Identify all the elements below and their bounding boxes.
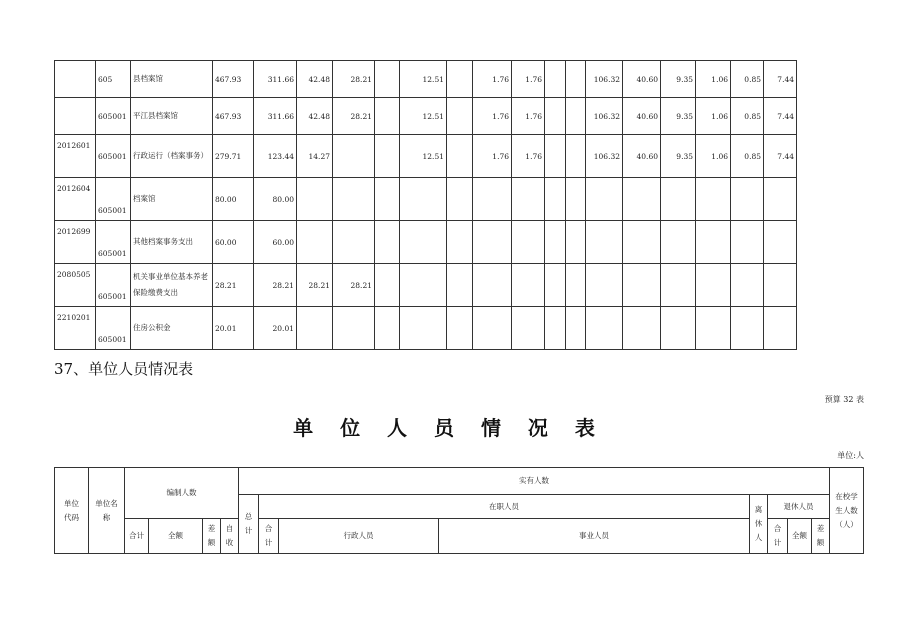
- value-cell: 9.35: [661, 135, 696, 178]
- personnel-header-table: [54, 467, 864, 554]
- value-cell: 467.93: [213, 98, 254, 135]
- item-name-cell: 住房公积金: [131, 307, 213, 350]
- function-code-cell: 2012601: [55, 135, 96, 178]
- value-cell: 1.76: [512, 61, 545, 98]
- value-cell: [512, 178, 545, 221]
- value-cell: 12.51: [400, 61, 447, 98]
- table-row: [55, 178, 797, 221]
- value-cell: 1.76: [473, 98, 512, 135]
- unit-code-cell: 605001: [96, 135, 131, 178]
- function-code-cell: 2080505: [55, 264, 96, 307]
- value-cell: [375, 264, 400, 307]
- unit-code-cell: 605001: [96, 307, 131, 350]
- header-admin: 行政人员: [279, 519, 439, 554]
- value-cell: 1.76: [512, 98, 545, 135]
- value-cell: [512, 264, 545, 307]
- value-cell: [731, 178, 764, 221]
- header-unit-name: 单位名称: [89, 468, 125, 554]
- value-cell: [545, 135, 566, 178]
- value-cell: [375, 178, 400, 221]
- value-cell: [661, 178, 696, 221]
- value-cell: [447, 98, 473, 135]
- value-cell: 106.32: [586, 135, 623, 178]
- value-cell: [333, 307, 375, 350]
- value-cell: [696, 264, 731, 307]
- value-cell: [333, 178, 375, 221]
- table-row: [55, 264, 797, 307]
- unit-label: 单位:人: [837, 451, 864, 460]
- value-cell: [764, 221, 797, 264]
- form-number: 预算 32 表: [824, 395, 864, 404]
- value-cell: [566, 221, 586, 264]
- value-cell: [473, 307, 512, 350]
- value-cell: [586, 178, 623, 221]
- value-cell: [696, 221, 731, 264]
- value-cell: 1.76: [473, 135, 512, 178]
- value-cell: [731, 307, 764, 350]
- header-institution: 事业人员: [439, 519, 750, 554]
- value-cell: 40.60: [623, 135, 661, 178]
- value-cell: [623, 221, 661, 264]
- value-cell: 12.51: [400, 135, 447, 178]
- item-name-cell: 机关事业单位基本养老保险缴费支出: [131, 264, 213, 307]
- value-cell: [447, 307, 473, 350]
- header-onstaff-subtotal: 合计: [259, 519, 279, 554]
- value-cell: 106.32: [586, 98, 623, 135]
- value-cell: [696, 307, 731, 350]
- value-cell: 123.44: [254, 135, 297, 178]
- header-actual: 实有人数: [239, 468, 830, 495]
- table-row: [55, 307, 797, 350]
- value-cell: 40.60: [623, 61, 661, 98]
- value-cell: [375, 61, 400, 98]
- header-staff-full: 全额: [149, 519, 203, 554]
- value-cell: 7.44: [764, 98, 797, 135]
- value-cell: [447, 221, 473, 264]
- header-retired-full: 全额: [788, 519, 812, 554]
- value-cell: [661, 264, 696, 307]
- value-cell: 0.85: [731, 61, 764, 98]
- item-name-cell: 县档案馆: [131, 61, 213, 98]
- unit-code-cell: 605001: [96, 221, 131, 264]
- budget-detail-table: [54, 60, 797, 350]
- value-cell: [661, 307, 696, 350]
- value-cell: [400, 264, 447, 307]
- value-cell: 311.66: [254, 61, 297, 98]
- function-code-cell: [55, 61, 96, 98]
- value-cell: 9.35: [661, 98, 696, 135]
- unit-code-cell: 605001: [96, 264, 131, 307]
- value-cell: 28.21: [333, 264, 375, 307]
- value-cell: [731, 264, 764, 307]
- value-cell: [623, 264, 661, 307]
- table-row: [55, 98, 797, 135]
- header-staff-self: 自收: [221, 519, 239, 554]
- value-cell: 20.01: [254, 307, 297, 350]
- value-cell: [545, 98, 566, 135]
- unit-code-cell: 605: [96, 61, 131, 98]
- value-cell: [447, 61, 473, 98]
- value-cell: 28.21: [333, 98, 375, 135]
- value-cell: [333, 221, 375, 264]
- value-cell: [512, 221, 545, 264]
- header-retired-diff: 差额: [812, 519, 830, 554]
- header-staff-subtotal: 合计: [125, 519, 149, 554]
- value-cell: [566, 264, 586, 307]
- value-cell: [297, 178, 333, 221]
- value-cell: [447, 264, 473, 307]
- value-cell: [400, 178, 447, 221]
- header-students: 在校学生人数（人）: [830, 468, 864, 554]
- value-cell: 1.06: [696, 98, 731, 135]
- value-cell: [545, 178, 566, 221]
- function-code-cell: [55, 98, 96, 135]
- value-cell: [375, 135, 400, 178]
- value-cell: 80.00: [254, 178, 297, 221]
- value-cell: 9.35: [661, 61, 696, 98]
- value-cell: [586, 307, 623, 350]
- header-unit-code: 单位代码: [55, 468, 89, 554]
- function-code-cell: 2012604: [55, 178, 96, 221]
- value-cell: [586, 221, 623, 264]
- value-cell: [566, 135, 586, 178]
- value-cell: 28.21: [213, 264, 254, 307]
- table-row: [55, 61, 797, 98]
- value-cell: 0.85: [731, 98, 764, 135]
- value-cell: 12.51: [400, 98, 447, 135]
- value-cell: 1.06: [696, 135, 731, 178]
- value-cell: [447, 178, 473, 221]
- value-cell: 1.06: [696, 61, 731, 98]
- value-cell: [375, 98, 400, 135]
- header-retired-cadre: 离休人: [750, 495, 768, 554]
- value-cell: 42.48: [297, 98, 333, 135]
- item-name-cell: 行政运行（档案事务）: [131, 135, 213, 178]
- value-cell: [731, 221, 764, 264]
- value-cell: [623, 307, 661, 350]
- table-row: [55, 221, 797, 264]
- header-retired: 退休人员: [768, 495, 830, 519]
- value-cell: 0.85: [731, 135, 764, 178]
- value-cell: [375, 307, 400, 350]
- value-cell: 1.76: [512, 135, 545, 178]
- value-cell: 20.01: [213, 307, 254, 350]
- table-row: [55, 135, 797, 178]
- page-title: 单 位 人 员 情 况 表: [293, 416, 605, 440]
- value-cell: 7.44: [764, 61, 797, 98]
- value-cell: [545, 307, 566, 350]
- value-cell: [297, 221, 333, 264]
- value-cell: 28.21: [297, 264, 333, 307]
- value-cell: [623, 178, 661, 221]
- value-cell: 60.00: [254, 221, 297, 264]
- value-cell: [400, 221, 447, 264]
- value-cell: [400, 307, 447, 350]
- value-cell: [764, 264, 797, 307]
- value-cell: [566, 98, 586, 135]
- value-cell: [473, 221, 512, 264]
- budget-detail-body: [55, 61, 797, 350]
- value-cell: [566, 61, 586, 98]
- header-staffing: 编制人数: [125, 468, 239, 519]
- value-cell: [297, 307, 333, 350]
- value-cell: [696, 178, 731, 221]
- value-cell: [545, 264, 566, 307]
- value-cell: 7.44: [764, 135, 797, 178]
- value-cell: 106.32: [586, 61, 623, 98]
- function-code-cell: 2210201: [55, 307, 96, 350]
- header-total: 总计: [239, 495, 259, 554]
- value-cell: [473, 264, 512, 307]
- value-cell: 60.00: [213, 221, 254, 264]
- value-cell: [545, 221, 566, 264]
- value-cell: [764, 178, 797, 221]
- value-cell: 40.60: [623, 98, 661, 135]
- item-name-cell: 平江县档案馆: [131, 98, 213, 135]
- value-cell: [375, 221, 400, 264]
- header-on-staff: 在职人员: [259, 495, 750, 519]
- value-cell: 279.71: [213, 135, 254, 178]
- value-cell: [545, 61, 566, 98]
- value-cell: [447, 135, 473, 178]
- value-cell: 28.21: [333, 61, 375, 98]
- unit-code-cell: 605001: [96, 98, 131, 135]
- value-cell: 14.27: [297, 135, 333, 178]
- value-cell: 28.21: [254, 264, 297, 307]
- value-cell: 42.48: [297, 61, 333, 98]
- value-cell: [764, 307, 797, 350]
- value-cell: 1.76: [473, 61, 512, 98]
- value-cell: [661, 221, 696, 264]
- header-staff-diff: 差额: [203, 519, 221, 554]
- unit-code-cell: 605001: [96, 178, 131, 221]
- function-code-cell: 2012699: [55, 221, 96, 264]
- value-cell: [566, 307, 586, 350]
- item-name-cell: 其他档案事务支出: [131, 221, 213, 264]
- value-cell: 80.00: [213, 178, 254, 221]
- header-retired-subtotal: 合计: [768, 519, 788, 554]
- value-cell: [586, 264, 623, 307]
- item-name-cell: 档案馆: [131, 178, 213, 221]
- value-cell: [512, 307, 545, 350]
- value-cell: [566, 178, 586, 221]
- value-cell: 467.93: [213, 61, 254, 98]
- value-cell: 311.66: [254, 98, 297, 135]
- section-title: 37、单位人员情况表: [54, 360, 194, 378]
- value-cell: [333, 135, 375, 178]
- value-cell: [473, 178, 512, 221]
